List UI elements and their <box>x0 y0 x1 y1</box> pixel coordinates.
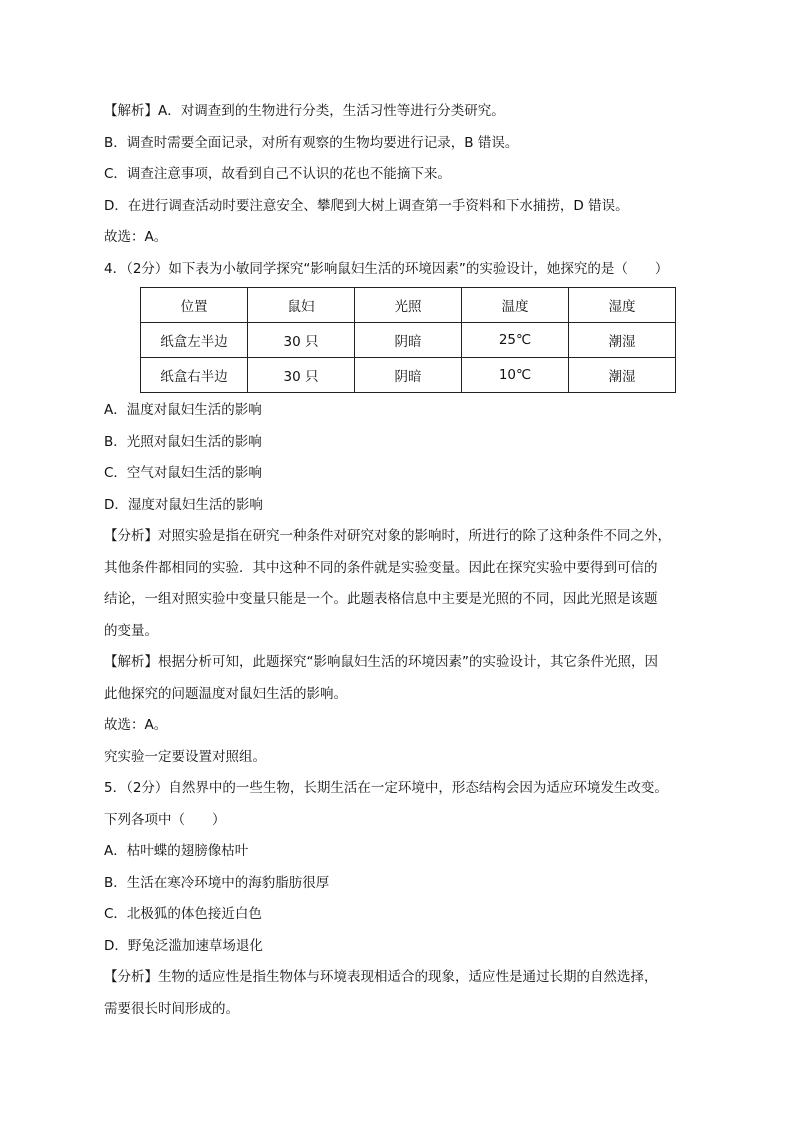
table-header-cell: 鼠妇 <box>248 288 355 323</box>
text-block-bottom <box>104 395 704 1025</box>
text-line: 故选：A。 <box>104 229 168 245</box>
analysis-line: 的变量。 <box>104 622 158 639</box>
explanation-line: 此他探究的问题温度对鼠妇生活的影响。 <box>104 685 347 702</box>
text-block-top <box>104 96 704 285</box>
table-row <box>141 358 676 393</box>
text-line: C．调查注意事项，故看到自己不认识的花也不能摘下来。 <box>104 166 451 182</box>
option-a: A．温度对鼠妇生活的影响 <box>104 402 262 418</box>
text-line: 【解析】A．对调查到的生物进行分类，生活习性等进行分类研究。 <box>104 103 505 119</box>
question-5-stem: 5．（2分）自然界中的一些生物，长期生活在一定环境中，形态结构会因为适应环境发生改变。 <box>104 780 668 796</box>
table-cell: 潮湿 <box>569 323 676 358</box>
experiment-table <box>140 287 676 393</box>
table-cell: 10℃ <box>462 358 569 393</box>
table-cell: 阴暗 <box>355 323 462 358</box>
table-cell: 30 只 <box>248 358 355 393</box>
analysis-line: 结论，一组对照实验中变量只能是一个。此题表格信息中主要是光照的不同，因此光照是该题 <box>104 591 658 607</box>
option-c: C．北极狐的体色接近白色 <box>104 906 262 922</box>
table-cell: 25℃ <box>462 323 569 358</box>
text-line: B．调查时需要全面记录，对所有观察的生物均要进行记录，B 错误。 <box>104 134 519 151</box>
table-header-cell: 湿度 <box>569 288 676 323</box>
document-page <box>104 96 704 1025</box>
table-cell: 阴暗 <box>355 358 462 393</box>
table-header-cell: 温度 <box>462 288 569 323</box>
analysis-line: 【分析】对照实验是指在研究一种条件对研究对象的影响时，所进行的除了这种条件不同之外， <box>104 528 671 544</box>
table-cell: 潮湿 <box>569 358 676 393</box>
table-header-row <box>141 288 676 323</box>
table-row <box>141 323 676 358</box>
option-a: A．枯叶蝶的翅膀像枯叶 <box>104 843 249 859</box>
answer-line: 故选：A。 <box>104 717 168 733</box>
option-b: B．生活在寒冷环境中的海豹脂肪很厚 <box>104 874 330 891</box>
explanation-line: 【解析】根据分析可知，此题探究“影响鼠妇生活的环境因素”的实验设计，其它条件光照，因 <box>104 654 658 670</box>
table-header-cell: 光照 <box>355 288 462 323</box>
text-line: 究实验一定要设置对照组。 <box>104 748 266 765</box>
analysis-line: 【分析】生物的适应性是指生物体与环境表现相适合的现象，适应性是通过长期的自然选择， <box>104 969 658 985</box>
analysis-line: 其他条件都相同的实验．其中这种不同的条件就是实验变量。因此在探究实验中要得到可信的 <box>104 559 658 576</box>
table-cell: 纸盒左半边 <box>141 323 248 358</box>
option-c: C．空气对鼠妇生活的影响 <box>104 465 262 481</box>
question-5-stem: 下列各项中（ ） <box>104 811 226 828</box>
question-4-stem: 4．（2分）如下表为小敏同学探究“影响鼠妇生活的环境因素”的实验设计，她探究的是（ ） <box>104 260 669 277</box>
table-cell: 30 只 <box>248 323 355 358</box>
option-d: D．野兔泛滥加速草场退化 <box>104 937 263 954</box>
table-header-cell: 位置 <box>141 288 248 323</box>
text-line: D．在进行调查活动时要注意安全、攀爬到大树上调查第一手资料和下水捕捞，D 错误。 <box>104 197 629 214</box>
analysis-line: 需要很长时间形成的。 <box>104 1000 239 1017</box>
table-cell: 纸盒右半边 <box>141 358 248 393</box>
option-b: B．光照对鼠妇生活的影响 <box>104 433 262 450</box>
option-d: D．湿度对鼠妇生活的影响 <box>104 496 263 513</box>
